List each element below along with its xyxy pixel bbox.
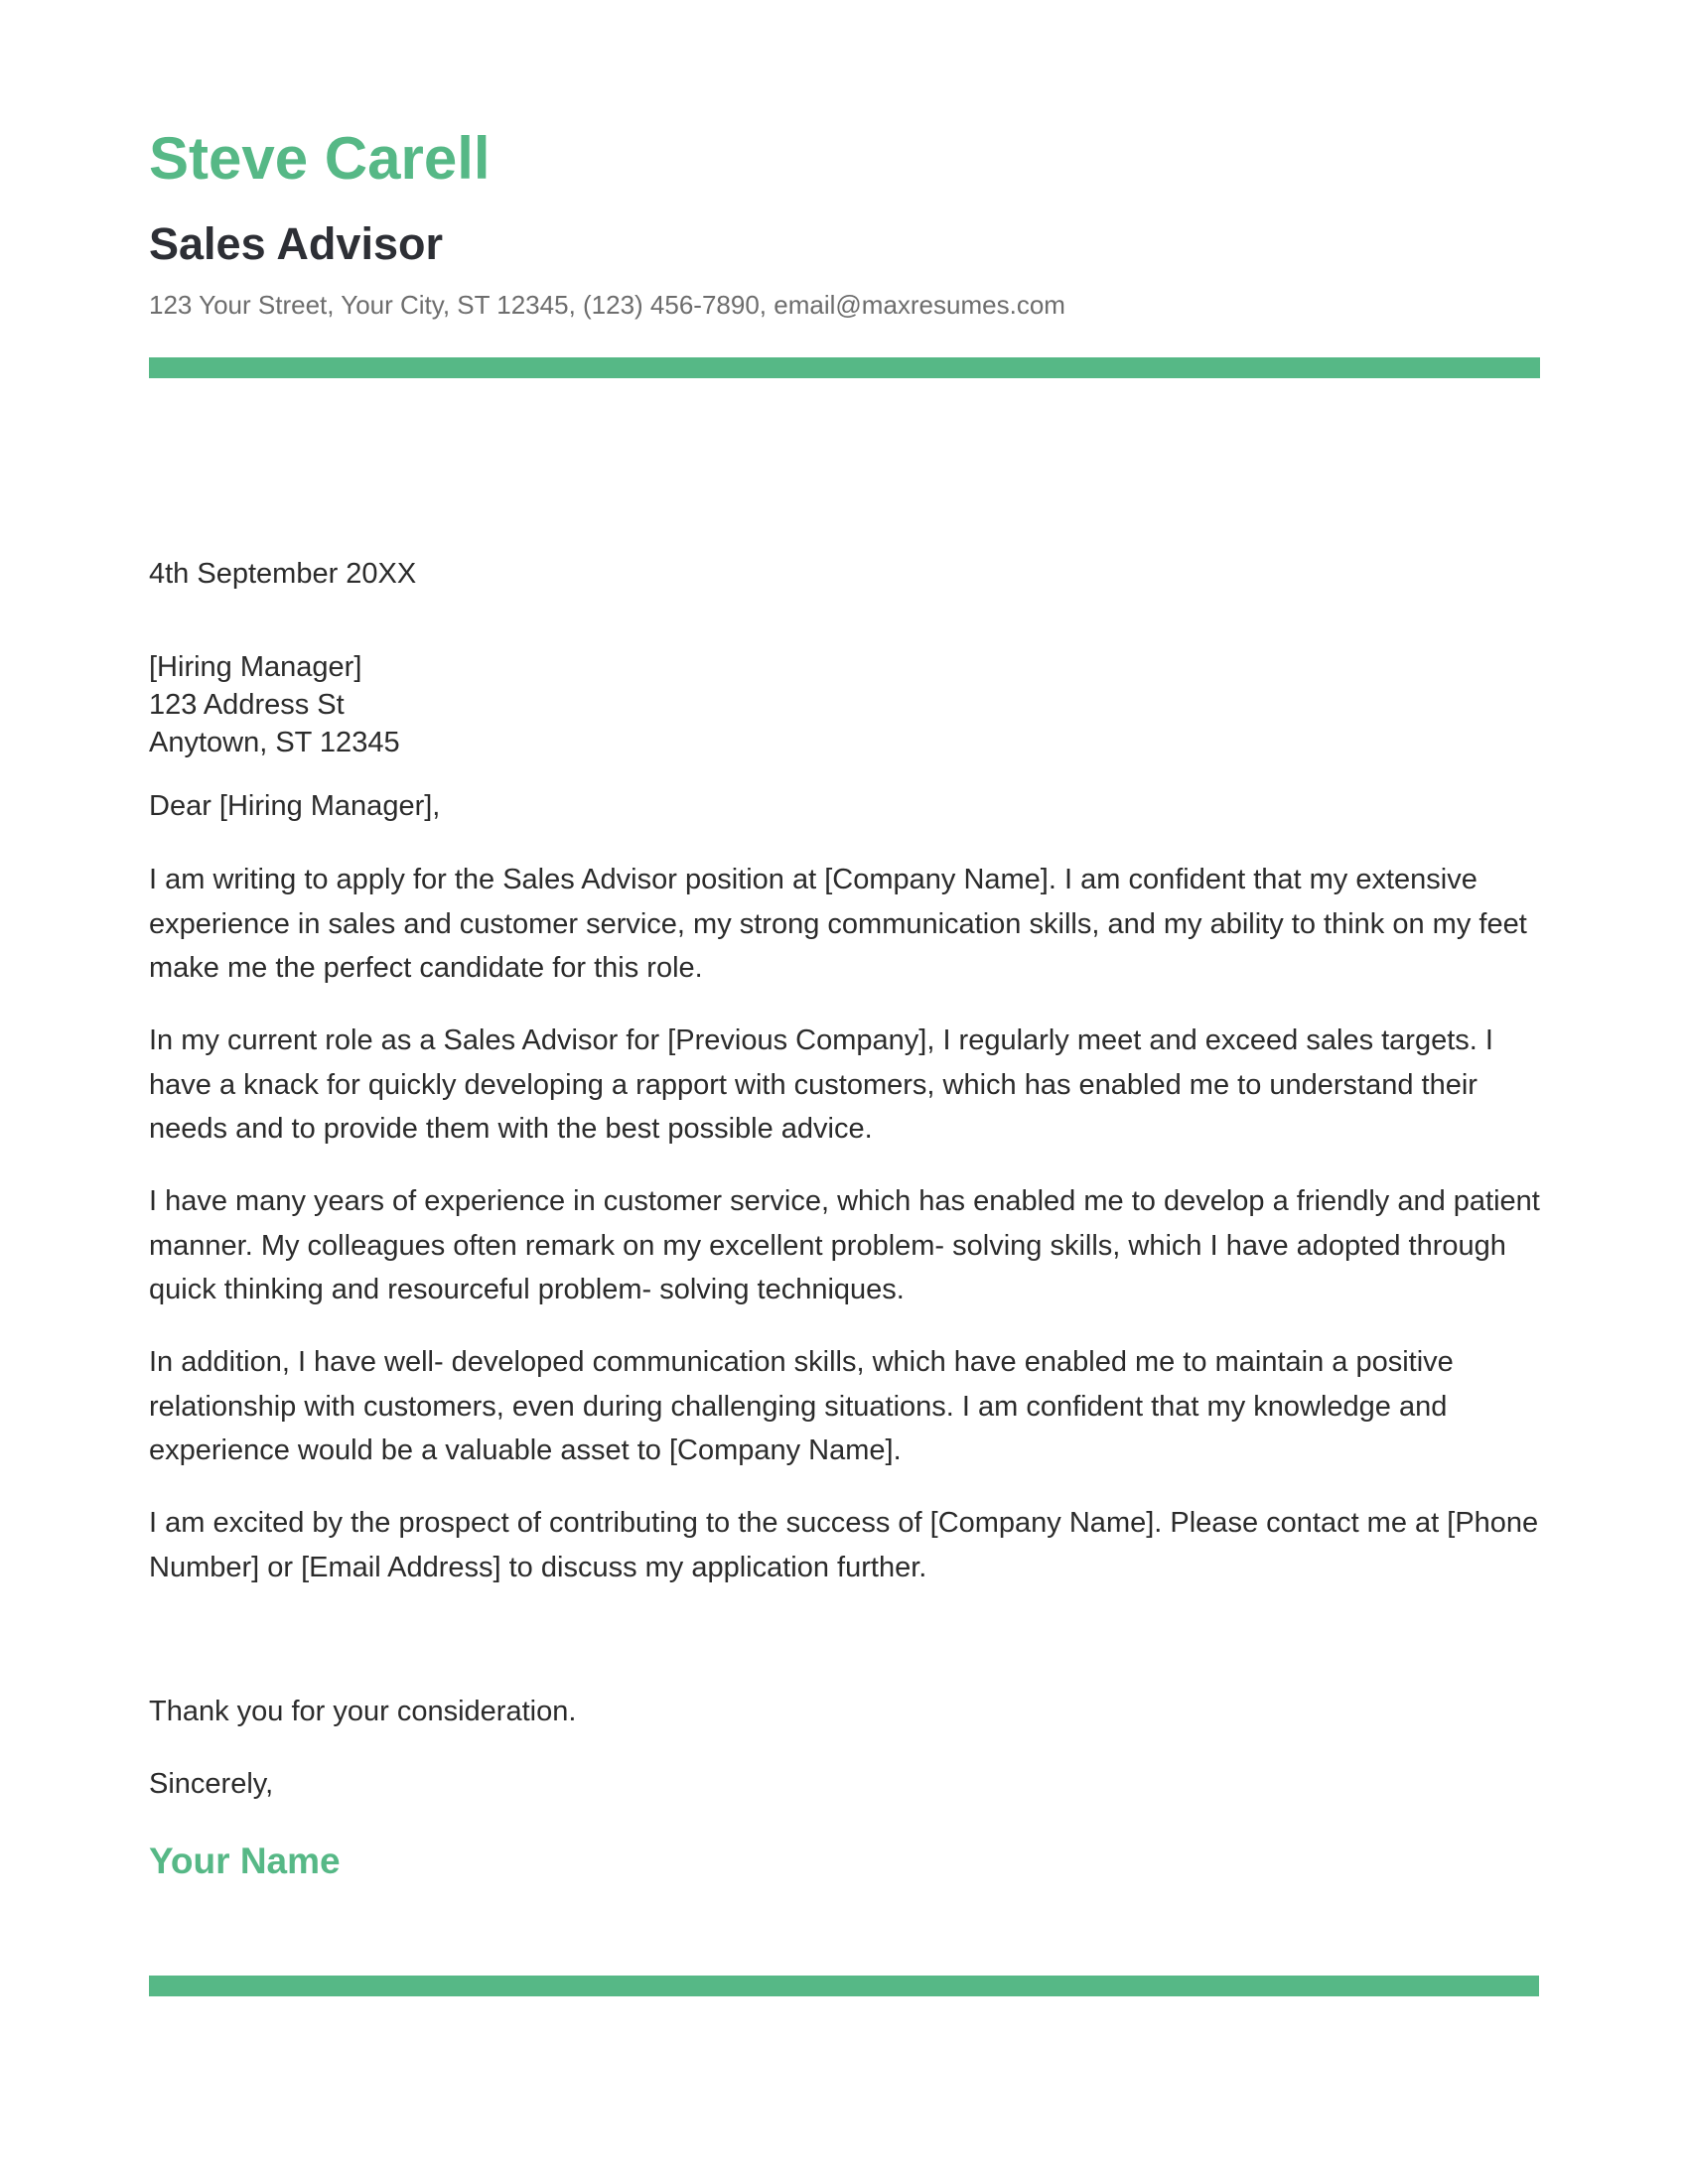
contact-info: 123 Your Street, Your City, ST 12345, (123) 456-7890, email@maxresumes.com xyxy=(149,290,1065,320)
job-title: Sales Advisor xyxy=(149,218,443,269)
cover-letter-page xyxy=(149,0,1539,2184)
header-divider xyxy=(149,357,1540,378)
body-paragraph-4: In addition, I have well- developed communication skills, which have enabled me to maintain a positive relationship with customers, even during challenging situations. I am confident that my knowledge and experience would be a valuable asset to [Company Name]. xyxy=(149,1346,1454,1466)
recipient-address-line1: 123 Address St xyxy=(149,689,345,721)
letter-date: 4th September 20XX xyxy=(149,558,417,590)
footer-divider xyxy=(149,1976,1539,1996)
body-paragraph-1: I am writing to apply for the Sales Advisor position at [Company Name]. I am confident that my extensive experience in sales and customer service, my strong communication skills, and my ability to think on my feet make me the perfect candidate for this role. xyxy=(149,864,1527,984)
signature-name: Your Name xyxy=(149,1841,341,1881)
recipient-name: [Hiring Manager] xyxy=(149,651,362,683)
recipient-address-line2: Anytown, ST 12345 xyxy=(149,727,400,758)
body-paragraph-5: I am excited by the prospect of contributing to the success of [Company Name]. Please contact me at [Phone Number] or [Email Address] to discuss my application further. xyxy=(149,1507,1539,1583)
applicant-name: Steve Carell xyxy=(149,125,491,192)
body-paragraph-2: In my current role as a Sales Advisor for [Previous Company], I regularly meet and exceed sales targets. I have a knack for quickly developing a rapport with customers, which has enabled me to understand their needs and to provide them with the best possible advice. xyxy=(149,1024,1493,1145)
body-paragraph-3: I have many years of experience in customer service, which has enabled me to develop a friendly and patient manner. My colleagues often remark on my excellent problem- solving skills, which I have adopted through quick thinking and resourceful problem- solving techniques. xyxy=(149,1185,1540,1305)
closing: Sincerely, xyxy=(149,1768,274,1800)
thanks-line: Thank you for your consideration. xyxy=(149,1696,577,1727)
salutation: Dear [Hiring Manager], xyxy=(149,790,441,822)
recipient-block xyxy=(149,648,400,761)
